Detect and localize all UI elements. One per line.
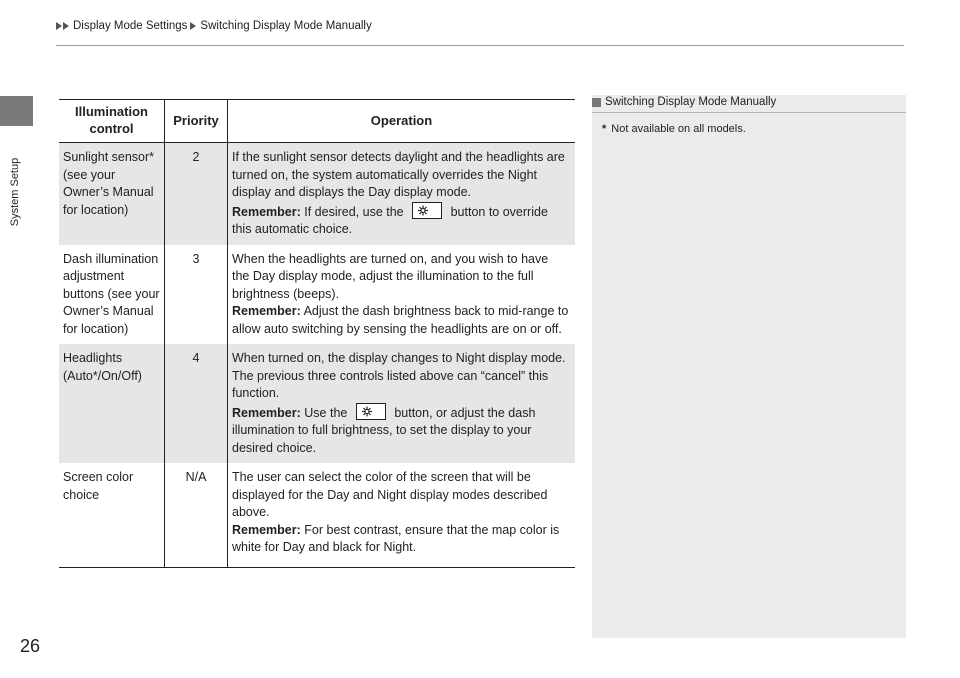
illumination-priority-table (59, 99, 575, 568)
column-header: Illumination control (59, 100, 165, 143)
remember-text: button, or adjust the dash illumination to full brightness, to set the display to your desired choice. (232, 405, 536, 455)
footnote-marker: * (602, 123, 607, 135)
operation-text: If the sunlight sensor detects daylight and the headlights are turned on, the system automatically overrides the Night display and displays the Day display mode. (232, 150, 565, 199)
triangle-right-icon (56, 22, 62, 30)
priority-cell: 3 (165, 245, 228, 345)
table-header-row (59, 100, 575, 143)
remember-text: Use the (304, 405, 348, 420)
control-cell: Dash illumination adjustment buttons (see your Owner’s Manual for location) (63, 251, 160, 336)
remember-text: button to override this automatic choice. (232, 204, 548, 236)
operation-text: When turned on, the display changes to Night display mode. The previous three controls listed above can “cancel” this function. (232, 351, 566, 400)
side-note-divider (592, 112, 906, 113)
priority-cell: 2 (165, 143, 228, 245)
day-night-button-icon (356, 403, 386, 420)
remember-label: Remember: (232, 204, 301, 219)
page-number: 26 (20, 636, 41, 656)
column-header: Priority (165, 100, 228, 143)
footnote (602, 123, 746, 135)
operation-cell (228, 463, 576, 567)
remember-label: Remember: (232, 522, 301, 537)
footnote-text: Not available on all models. (611, 123, 746, 135)
day-night-button-icon (412, 202, 442, 219)
priority-cell: N/A (165, 463, 228, 567)
operation-cell (228, 245, 576, 345)
table-row (59, 344, 575, 463)
control-cell: Screen color choice (63, 470, 134, 502)
side-note-panel (592, 95, 906, 638)
section-tab-marker (0, 96, 33, 126)
table-row (59, 463, 575, 567)
priority-cell: 4 (165, 344, 228, 463)
triangle-right-icon (63, 22, 69, 30)
section-tab-label: System Setup (9, 157, 21, 227)
table-row (59, 143, 575, 245)
side-note-title (592, 96, 776, 108)
side-note-title-text: Switching Display Mode Manually (605, 96, 777, 108)
control-cell: Headlights (Auto*/On/Off) (59, 344, 165, 463)
breadcrumb-item[interactable]: Switching Display Mode Manually (200, 20, 372, 32)
triangle-right-icon (190, 22, 196, 30)
remember-text: If desired, use the (304, 204, 404, 219)
operation-cell (228, 143, 576, 245)
note-marker-icon (592, 98, 601, 107)
control-cell: Sunlight sensor* (see your Owner’s Manual for location) (59, 143, 165, 245)
column-header: Operation (228, 100, 576, 143)
breadcrumb (56, 20, 375, 32)
operation-cell (228, 344, 576, 463)
operation-text: The user can select the color of the screen that will be displayed for the Day and Night display modes described above. (232, 470, 548, 519)
remember-text: Adjust the dash brightness back to mid-range to allow auto switching by sensing the headlights are on or off. (232, 304, 569, 336)
remember-text: For best contrast, ensure that the map color is white for Day and black for Night. (232, 522, 560, 554)
remember-label: Remember: (232, 304, 301, 318)
breadcrumb-item[interactable]: Display Mode Settings (73, 20, 188, 32)
remember-label: Remember: (232, 405, 301, 420)
table-row (59, 245, 575, 345)
operation-text: When the headlights are turned on, and you wish to have the Day display mode, adjust the illumination to the full brightness (beeps). (232, 251, 549, 301)
header-divider (56, 45, 904, 46)
